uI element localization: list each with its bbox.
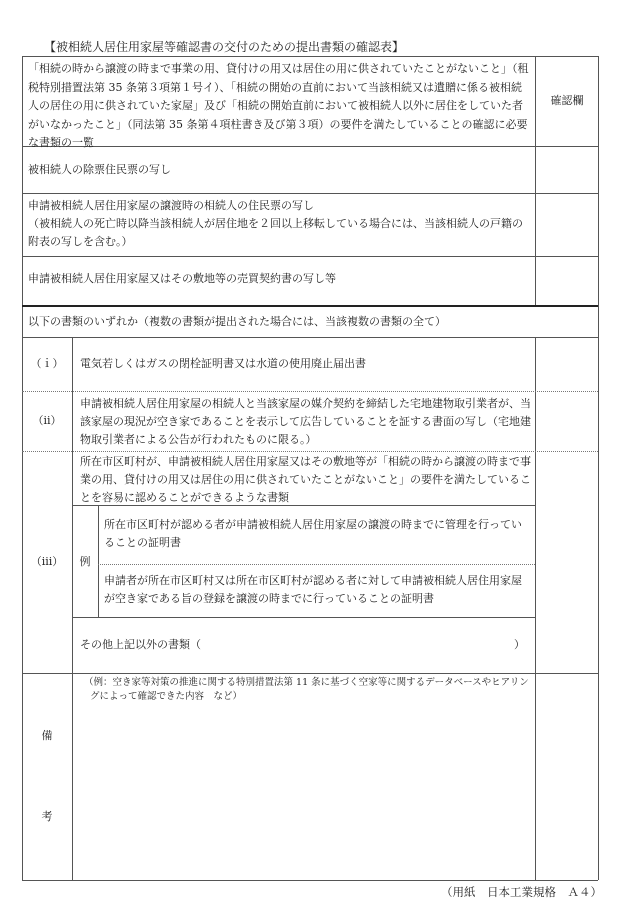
either-heading: 以下の書類のいずれか（複数の書類が提出された場合には、当該複数の書類の全て） (28, 315, 446, 328)
example-label: 例 (79, 555, 91, 568)
option-text: 申請被相続人居住用家屋の相続人と当該家屋の媒介契約を締結した宅地建物取引業者が、当該家屋の現況が空き家であることを表示して広告していることを証する書面の写し（宅地建物取引業者による公告が行われたものに限る。） (80, 397, 531, 446)
option-text: 所在市区町村が、申請被相続人居住用家屋又はその敷地等が「相続の時から譲渡の時まで事業の用、貸付けの用又は居住の用に供されていたことがないこと」の要件を満たしていることを容易に認めることができるような書類 (80, 455, 531, 504)
document-title: 【被相続人居住用家屋等確認書の交付のための提出書類の確認表】 (44, 40, 405, 54)
remarks-label: 考 (41, 810, 53, 823)
example-item: 所在市区町村が認める者が申請被相続人居住用家屋の譲渡の時までに管理を行っていることの証明書 (104, 518, 522, 549)
row-sales-contract: 申請被相続人居住用家屋又はその敷地等の売買契約書の写し等 (28, 272, 336, 285)
header-description: 「相続の時から譲渡の時まで事業の用、貸付けの用又は居住の用に供されていたことがないこと」（租税特別措置法第 35 条第３項第１号イ）、「相続の開始の直前において当該相続又は遺贈に係る被相続人の居住の用に供されていた家屋」及び「相続の開始直前において被相続人以外に居住をしていた者がいなかったこと」（同法第 35 条第４項柱書き及び第３項）の要件を満たしていることの確認に必要な書類の一覧 (28, 62, 529, 149)
check-column-header: 確認欄 (550, 94, 584, 107)
option-number: （ｉ） (30, 357, 64, 370)
option-number: （ⅲ） (30, 555, 64, 568)
row-resident-record: 被相続人の除票住民票の写し (28, 163, 171, 176)
row-heir-resident-record: 申請被相続人居住用家屋の譲渡時の相続人の住民票の写し （被相続人の死亡時以降当該相続人が居住地を２回以上移転している場合には、当該相続人の戸籍の附表の写しを含む。） (28, 199, 523, 248)
option-text: 電気若しくはガスの閉栓証明書又は水道の使用廃止届出書 (80, 357, 366, 370)
other-documents: その他上記以外の書類（ (80, 638, 201, 651)
remarks-label: 備 (41, 729, 53, 742)
other-documents-close: ） (514, 638, 525, 651)
remarks-example: （例：空き家等対策の推進に関する特別措置法第 11 条に基づく空家等に関するデータベースやヒアリングによって確認できた内容 など） (84, 677, 529, 702)
paper-size-note: （用紙 日本工業規格 Ａ４） (441, 885, 602, 899)
example-item: 申請者が所在市区町村又は所在市区町村が認める者に対して申請被相続人居住用家屋が空き家である旨の登録を譲渡の時までに行っていることの証明書 (104, 574, 522, 605)
option-number: （ⅱ） (32, 414, 62, 427)
